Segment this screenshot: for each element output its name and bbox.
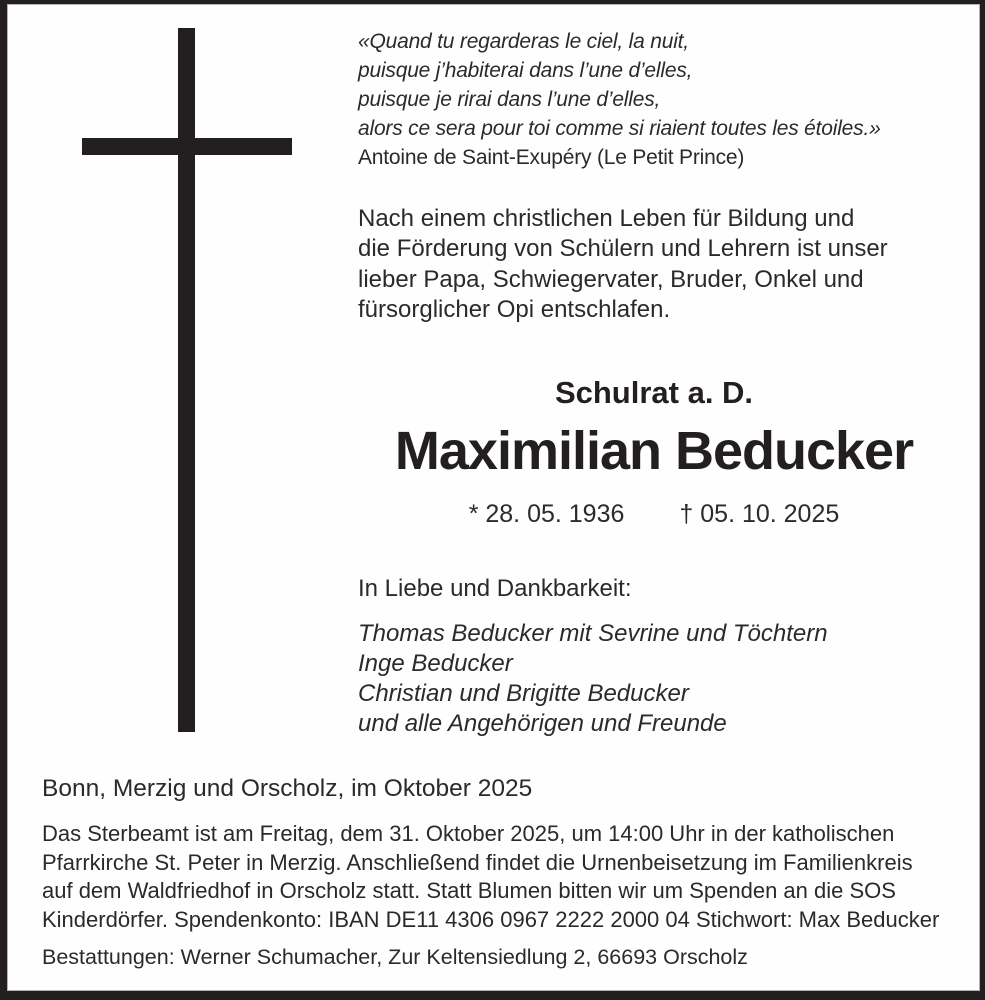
- family-line: Christian und Brigitte Beducker: [358, 680, 689, 707]
- death-date: † 05. 10. 2025: [679, 500, 840, 528]
- service-line: Das Sterbeamt ist am Freitag, dem 31. Oktober 2025, um 14:00 Uhr in der katholischen: [42, 821, 895, 846]
- service-line: Kinderdörfer. Spendenkonto: IBAN DE11 4306 0967 2222 2000 04 Stichwort: Max Beducker: [42, 906, 940, 932]
- condolence-intro: In Liebe und Dankbarkeit:: [358, 575, 632, 602]
- family-block: [358, 619, 828, 739]
- announcement-line: lieber Papa, Schwiegervater, Bruder, Onkel und: [358, 265, 864, 293]
- announcement-block: [358, 204, 888, 326]
- announcement-line: fürsorglicher Opi entschlafen.: [358, 296, 671, 324]
- birth-date: * 28. 05. 1936: [468, 500, 625, 528]
- family-line: Thomas Beducker mit Sevrine und Töchtern: [358, 620, 828, 647]
- deceased-name: Maximilian Beducker: [394, 421, 914, 481]
- family-line: Inge Beducker: [358, 650, 513, 677]
- service-line: Pfarrkirche St. Peter in Merzig. Anschließend findet die Urnenbeisetzung im Familienkreis: [42, 849, 913, 875]
- quote-line: puisque je rirai dans l’une d’elles,: [358, 88, 661, 111]
- cross-vertical-bar: [178, 28, 195, 732]
- announcement-line: die Förderung von Schülern und Lehrern ist unser: [358, 235, 888, 263]
- life-dates: [358, 500, 950, 529]
- quote-block: [358, 27, 881, 172]
- quote-attribution: Antoine de Saint-Exupéry (Le Petit Prince): [358, 146, 745, 169]
- deceased-title: Schulrat a. D.: [554, 375, 754, 410]
- service-line: auf dem Waldfriedhof in Orscholz statt. Statt Blumen bitten wir um Spenden an die SOS: [42, 878, 896, 904]
- cross-horizontal-bar: [82, 138, 292, 155]
- undertaker-line: Bestattungen: Werner Schumacher, Zur Keltensiedlung 2, 66693 Orscholz: [42, 945, 748, 969]
- family-line: und alle Angehörigen und Freunde: [358, 710, 727, 737]
- quote-line: alors ce sera pour toi comme si riaient toutes les étoiles.»: [358, 117, 881, 140]
- service-details-block: [42, 820, 939, 934]
- place-dateline: Bonn, Merzig und Orscholz, im Oktober 2025: [42, 775, 533, 802]
- announcement-line: Nach einem christlichen Leben für Bildung und: [358, 205, 855, 232]
- quote-line: «Quand tu regarderas le ciel, la nuit,: [358, 30, 689, 53]
- quote-line: puisque j’habiterai dans l’une d’elles,: [358, 59, 693, 82]
